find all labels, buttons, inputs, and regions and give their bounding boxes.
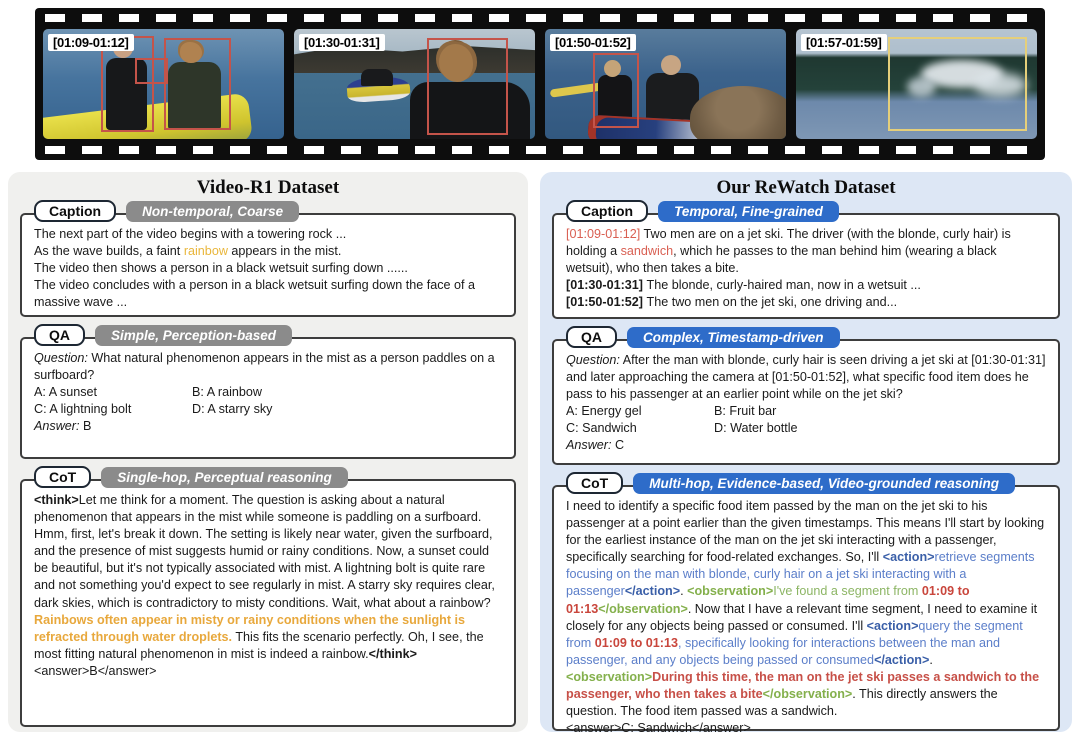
caption-line: The video concludes with a person in a black wetsuit surfing down the face of a massive wave ... (34, 278, 476, 310)
video-frame-1 (43, 29, 284, 139)
qa-category-tag: Simple, Perception-based (95, 325, 292, 346)
person-shape (361, 69, 392, 87)
caption-badge: Caption (566, 200, 648, 222)
caption-line: The next part of the video begins with a towering rock ... (34, 227, 347, 241)
frame-timestamp: [01:09-01:12] (48, 34, 134, 51)
section-badges (566, 200, 839, 222)
section-badges (34, 466, 348, 488)
qa-option-b: B: A rainbow (192, 385, 263, 400)
frame-timestamp: [01:50-01:52] (550, 34, 636, 51)
caption-category-tag: Temporal, Fine-grained (658, 201, 839, 222)
qa-options (34, 384, 502, 418)
cot-category-tag: Multi-hop, Evidence-based, Video-grounded reasoning (633, 473, 1015, 494)
video-frame-3 (545, 29, 786, 139)
qa-option-c: C: A lightning bolt (34, 402, 132, 417)
qa-section (552, 329, 1060, 465)
caption-line: [01:50-01:52] The two men on the jet ski, one driving and... (566, 295, 898, 310)
cot-body: I need to identify a specific food item passed by the man on the jet ski to his passenger at a point earlier than the given timestamps. This means I'll start by looking for the earliest instance of the man on the jet ski interacting with a passenger, specifically searching for food-related exchanges. So, I'll <action>retrieve segments focusing on the man with blonde, curly hair on a jet ski interacting with a passenger</action>. <observation>I've found a segment from 01:09 to 01:13</observation>. Now that I have a relevant time segment, I need to examine it closely for any objects being passed or consumed. I'll <action>query the segment from 01:09 to 01:13, specifically looking for interactions between the man and passenger, and any objects being passed or consumed</action>. <observation>During this time, the man on the jet ski passes a sandwich to the passenger, who then takes a bite</observation>. This directly answers the question. The food item passed was a sandwich. (566, 499, 1045, 719)
qa-text (566, 352, 1046, 455)
cot-body: <think>Let me think for a moment. The question is asking about a natural phenomenon that appears in the mist while someone is paddling on a surfboard. Hmm, first, let's break it down. The setting is likely near water, given the surfboard, and the presence of mist suggests humid or rainy conditions. Now, a sunset could be beautiful, but it's not typically associated with mist. A lightning bolt is quite rare and not something you'd expect to see regularly in mist. A starry sky requires clear, dark skies, which is contradictory to misty conditions. Wait, what about a rainbow? Rainbows often appear in misty or rainy conditions when the sunlight is refracted through water droplets. This fits the scenario perfectly. Oh, I see, the most fitting natural phenomenon in mist is indeed a rainbow.</think> (34, 493, 495, 661)
qa-option-a: A: A sunset (34, 385, 98, 400)
cot-answer-line: <answer>B</answer> (34, 663, 157, 678)
bounding-box (888, 37, 1028, 132)
qa-options (566, 403, 1046, 437)
answer-text: B (79, 419, 92, 434)
qa-badge: QA (34, 324, 85, 346)
caption-section (552, 203, 1060, 319)
question-label: Question: (566, 353, 620, 367)
section-badges (566, 472, 1015, 494)
qa-badge: QA (566, 326, 617, 348)
section-badges (566, 326, 840, 348)
question-text: What natural phenomenon appears in the mist as a person paddles on a surfboard? (34, 351, 495, 383)
cot-badge: CoT (566, 472, 623, 494)
qa-option-a: A: Energy gel (566, 404, 642, 419)
video-r1-panel (8, 172, 528, 732)
qa-answer (566, 437, 1046, 454)
caption-text (34, 226, 502, 311)
panel-title: Video-R1 Dataset (196, 177, 340, 198)
video-filmstrip (35, 8, 1045, 160)
caption-section (20, 203, 516, 317)
qa-option-d: D: A starry sky (192, 402, 273, 417)
video-frame-2 (294, 29, 535, 139)
answer-text: C (611, 438, 625, 453)
qa-option-c: C: Sandwich (566, 421, 637, 436)
section-badges (34, 324, 292, 346)
cot-section (20, 469, 516, 727)
caption-line: [01:09-01:12] Two men are on a jet ski. The driver (with the blonde, curly hair) is holding a sandwich, which he passes to the man behind him (wearing a black wetsuit), who then takes a bite. (566, 227, 1011, 276)
caption-line: As the wave builds, a faint rainbow appears in the mist. (34, 244, 342, 259)
cot-text (566, 498, 1046, 737)
filmstrip-sprockets-top (45, 14, 1035, 22)
section-badges (34, 200, 299, 222)
caption-badge: Caption (34, 200, 116, 222)
cot-badge: CoT (34, 466, 91, 488)
filmstrip-frames (43, 29, 1037, 139)
qa-question (566, 352, 1046, 403)
video-frame-4 (796, 29, 1037, 139)
qa-option-d: D: Water bottle (714, 421, 798, 436)
question-text: After the man with blonde, curly hair is seen driving a jet ski at [01:30-01:31] and later approaching the camera at [01:50-01:52], what specific food item does he pass to his passenger at an earlier point while on the jet ski? (566, 353, 1046, 402)
bounding-box (164, 38, 231, 130)
answer-label: Answer: (566, 438, 612, 453)
person-shape (661, 55, 681, 75)
frame-timestamp: [01:57-01:59] (801, 34, 887, 51)
qa-text (34, 350, 502, 435)
qa-option-b: B: Fruit bar (714, 404, 777, 419)
cot-answer-line: <answer>C: Sandwich</answer> (566, 721, 751, 736)
bounding-box (135, 58, 169, 84)
qa-category-tag: Complex, Timestamp-driven (627, 327, 840, 348)
rewatch-panel (540, 172, 1072, 736)
cot-category-tag: Single-hop, Perceptual reasoning (101, 467, 348, 488)
qa-answer (34, 418, 502, 435)
foreground-head-shape (690, 86, 786, 139)
caption-text (566, 226, 1046, 311)
cot-section (552, 475, 1060, 736)
bounding-box (593, 53, 639, 128)
question-label: Question: (34, 351, 88, 365)
frame-timestamp: [01:30-01:31] (299, 34, 385, 51)
filmstrip-sprockets-bottom (45, 146, 1035, 154)
answer-label: Answer: (34, 419, 80, 434)
bounding-box (427, 38, 509, 135)
panel-title: Our ReWatch Dataset (716, 177, 896, 198)
caption-category-tag: Non-temporal, Coarse (126, 201, 299, 222)
cot-text (34, 492, 502, 680)
qa-section (20, 327, 516, 459)
caption-line: The video then shows a person in a black wetsuit surfing down ...... (34, 261, 408, 276)
caption-line: [01:30-01:31] The blonde, curly-haired man, now in a wetsuit ... (566, 278, 921, 293)
qa-question (34, 350, 502, 384)
